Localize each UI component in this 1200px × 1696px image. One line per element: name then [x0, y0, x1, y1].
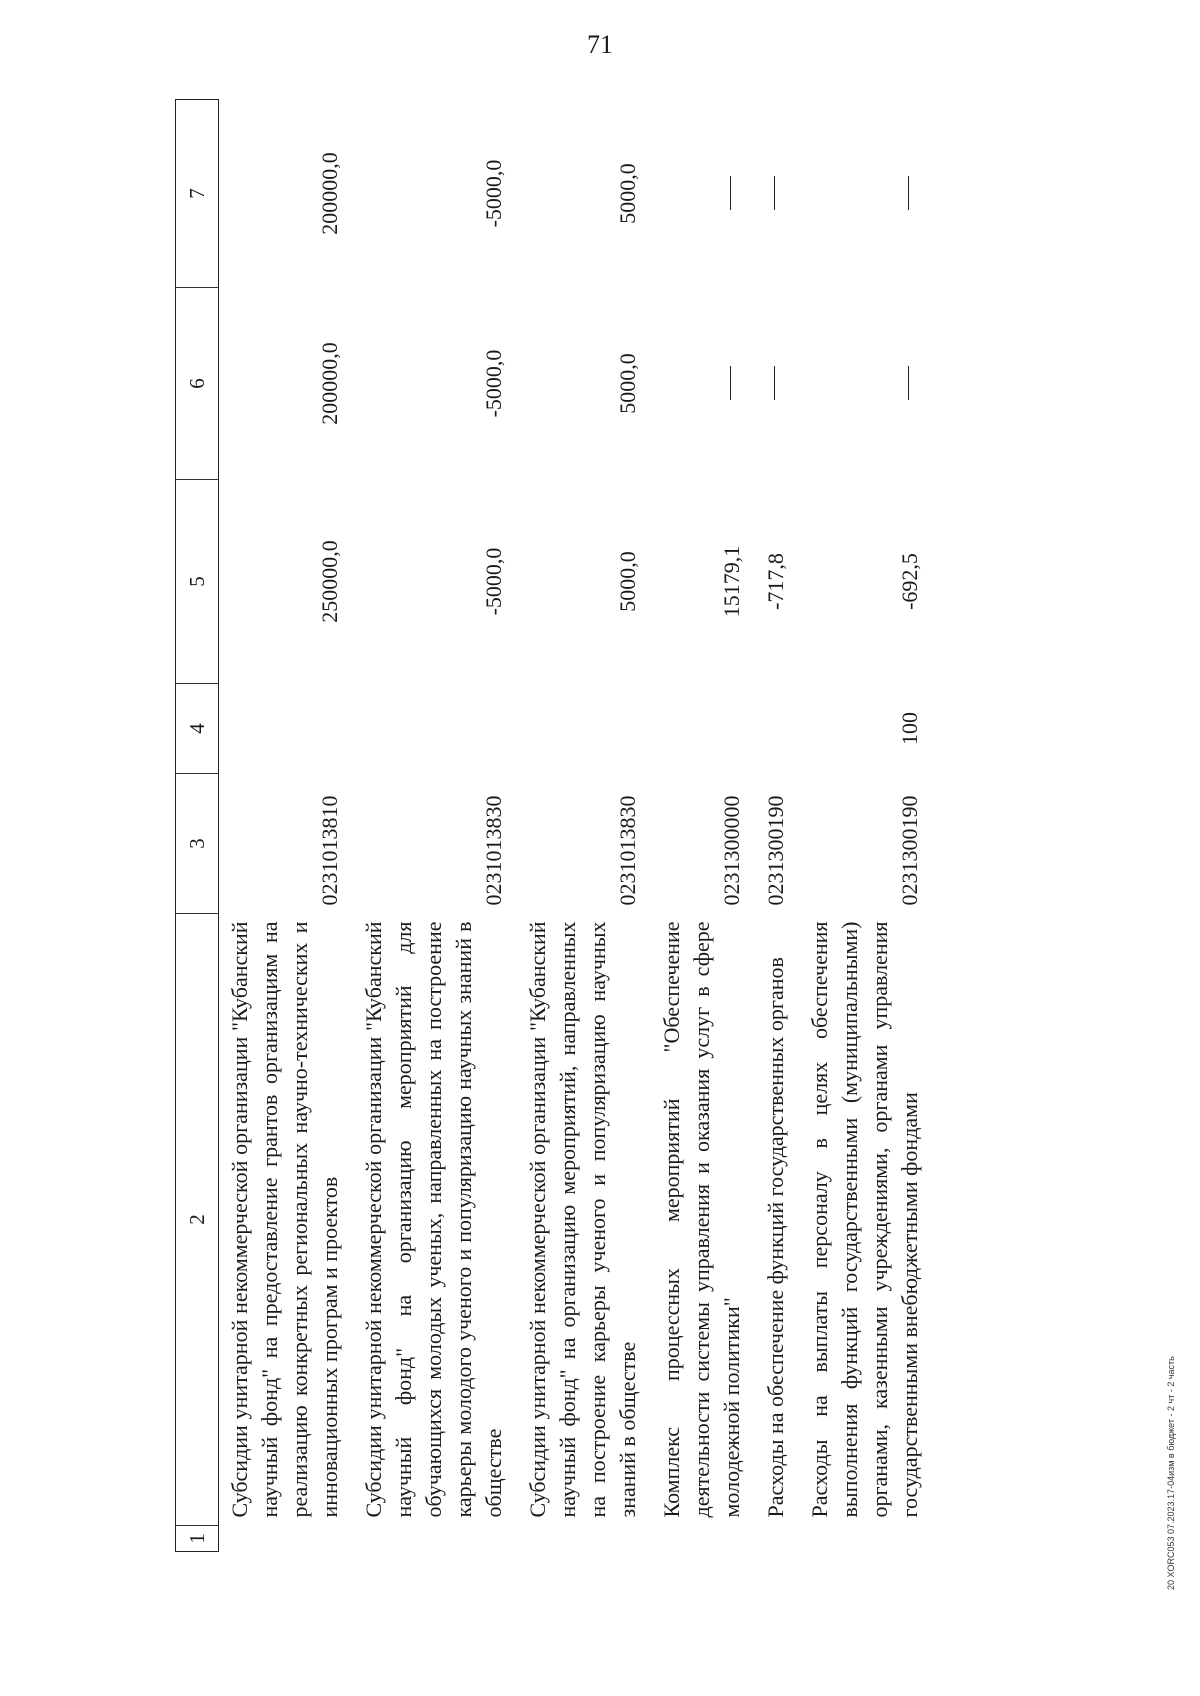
footer-note: 20 XORC053 07.2023.17-04изм в бюджет - 2 чт - 2 часть — [1166, 1356, 1176, 1590]
row-vr — [747, 684, 791, 774]
row-vr — [219, 684, 346, 774]
table-row — [219, 100, 346, 1552]
row-code: 0231013830 — [481, 795, 506, 906]
row-value-col5: 5000,0 — [615, 551, 640, 612]
table-header-row — [176, 100, 219, 1552]
row-value-col5: -5000,0 — [481, 547, 506, 616]
row-description: Расходы на обеспечение функций государственных органов — [763, 957, 788, 1518]
budget-table — [175, 99, 925, 1552]
header-col-5: 5 — [176, 480, 219, 684]
row-description: Субсидии унитарной некоммерческой организации "Кубанский научный фонд" на предоставление грантов организациям на реализацию конкретных региональных научно-технических и инновационных програм и проектов — [227, 921, 342, 1518]
header-col-6: 6 — [176, 288, 219, 480]
table-row — [791, 100, 925, 1552]
empty-value-dash — [730, 367, 731, 401]
row-value-col5: 250000,0 — [317, 540, 342, 623]
empty-value-dash — [774, 367, 775, 401]
table-row — [345, 100, 509, 1552]
row-description: Субсидии унитарной некоммерческой организации "Кубанский научный фонд" на организацию мероприятий для обучающихся молодых ученых, направленных на построение карьеры молодого ученого и популяризацию научных знаний в обществе — [361, 921, 506, 1518]
header-col-3: 3 — [176, 774, 219, 914]
row-value-col5: -717,8 — [763, 553, 788, 610]
row-value-col7: 5000,0 — [615, 163, 640, 224]
row-vr — [509, 684, 643, 774]
row-value-col7: -5000,0 — [481, 159, 506, 228]
table-row — [643, 100, 747, 1552]
empty-value-dash — [908, 177, 909, 211]
row-description: Субсидии унитарной некоммерческой организации "Кубанский научный фонд" на организацию мероприятий, направленных на построение карьеры ученого и популяризацию научных знаний в обществе — [525, 921, 640, 1518]
row-description: Расходы на выплаты персоналу в целях обеспечения выполнения функций государственными (муниципальными) органами, казенными учреждениями, органами управления государственными внебюджетными фондами — [807, 921, 922, 1518]
row-description: Комплекс процессных мероприятий "Обеспечение деятельности системы управления и оказания услуг в сфере молодежной политики" — [659, 921, 744, 1518]
row-vr — [345, 684, 509, 774]
row-vr — [643, 684, 747, 774]
row-value-col5: 15179,1 — [719, 545, 744, 618]
table-row — [509, 100, 643, 1552]
header-col-2: 2 — [176, 914, 219, 1526]
empty-value-dash — [774, 177, 775, 211]
table-row — [747, 100, 791, 1552]
rotated-page-content — [175, 100, 1075, 1552]
header-col-4: 4 — [176, 684, 219, 774]
row-value-col6: -5000,0 — [481, 349, 506, 418]
row-code: 0231013810 — [317, 795, 342, 906]
header-col-1: 1 — [176, 1526, 219, 1552]
row-value-col5: -692,5 — [897, 553, 922, 610]
row-vr: 100 — [897, 712, 922, 745]
row-value-col6: 200000,0 — [317, 342, 342, 425]
empty-value-dash — [730, 177, 731, 211]
row-code: 0231300190 — [897, 795, 922, 906]
row-code: 0231013830 — [615, 795, 640, 906]
header-col-7: 7 — [176, 100, 219, 288]
page-number: 71 — [587, 30, 613, 59]
empty-value-dash — [908, 367, 909, 401]
row-code: 0231300190 — [763, 795, 788, 906]
row-value-col6: 5000,0 — [615, 353, 640, 414]
row-value-col7: 200000,0 — [317, 152, 342, 235]
row-code: 0231300000 — [719, 795, 744, 906]
